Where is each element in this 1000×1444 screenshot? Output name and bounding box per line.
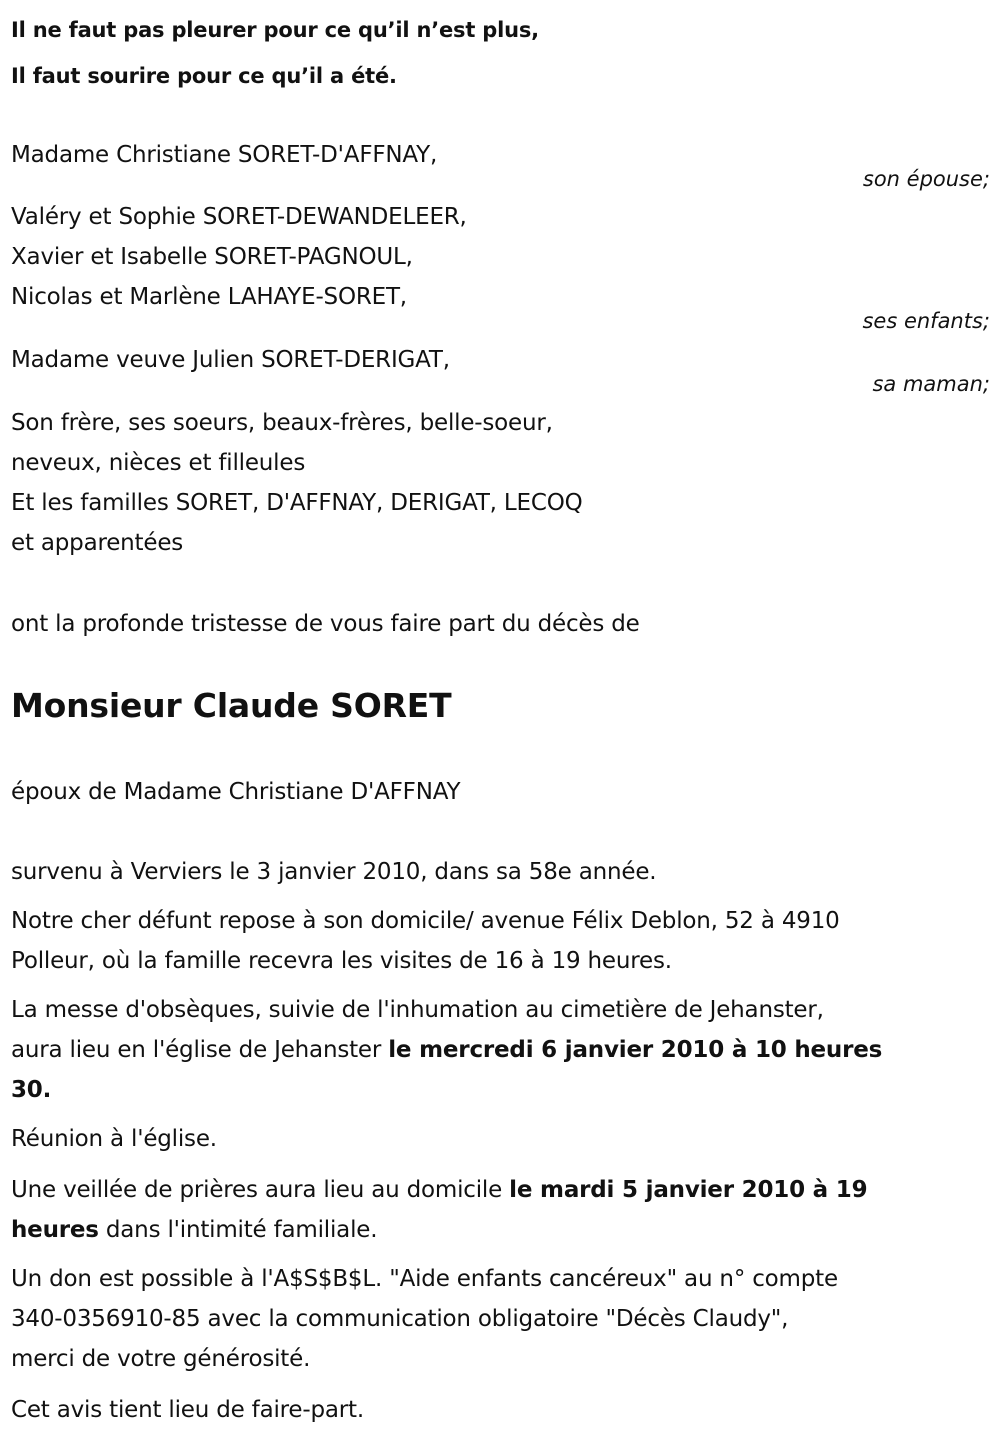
donation-info: Un don est possible à l'A$S$B$L. "Aide enfants cancéreux" au n° compte	[11, 1266, 838, 1292]
rest-info: Notre cher défunt repose à son domicile/ avenue Félix Deblon, 52 à 4910	[11, 908, 840, 934]
children-role: ses enfants;	[862, 309, 990, 333]
mass-date-end: 30.	[11, 1077, 52, 1103]
mass-info	[11, 1036, 882, 1064]
mother-name: Madame veuve Julien SORET-DERIGAT,	[11, 347, 450, 373]
quote-line: Il faut sourire pour ce qu’il a été.	[11, 64, 397, 88]
death-info: survenu à Verviers le 3 janvier 2010, dans sa 58e année.	[11, 859, 657, 885]
spouse-name: Madame Christiane SORET-D'AFFNAY,	[11, 142, 438, 168]
other-family: Son frère, ses soeurs, beaux-frères, belle-soeur,	[11, 410, 553, 436]
meeting-info: Réunion à l'église.	[11, 1126, 217, 1152]
announcement: ont la profonde tristesse de vous faire part du décès de	[11, 611, 640, 637]
vigil-date-end: heures	[11, 1217, 99, 1243]
other-family: Et les familles SORET, D'AFFNAY, DERIGAT, LECOQ	[11, 490, 583, 516]
quote-line: Il ne faut pas pleurer pour ce qu’il n’est plus,	[11, 18, 539, 42]
vigil-text: dans l'intimité familiale.	[98, 1217, 378, 1243]
child-name: Valéry et Sophie SORET-DEWANDELEER,	[11, 204, 467, 230]
donation-info: merci de votre générosité.	[11, 1346, 311, 1372]
vigil-date: le mardi 5 janvier 2010 à 19	[509, 1177, 868, 1203]
vigil-info	[11, 1176, 867, 1204]
rest-info: Polleur, où la famille recevra les visites de 16 à 19 heures.	[11, 948, 672, 974]
deceased-name: Monsieur Claude SORET	[11, 686, 452, 725]
mass-info: La messe d'obsèques, suivie de l'inhumation au cimetière de Jehanster,	[11, 997, 824, 1023]
vigil-text: Une veillée de prières aura lieu au domicile	[11, 1177, 510, 1203]
spouse-role: son épouse;	[862, 167, 990, 191]
donation-info: 340-0356910-85 avec la communication obligatoire "Décès Claudy",	[11, 1306, 789, 1332]
other-family: neveux, nièces et filleules	[11, 450, 306, 476]
mother-role: sa maman;	[872, 372, 990, 396]
closing-note: Cet avis tient lieu de faire-part.	[11, 1397, 364, 1423]
vigil-info	[11, 1216, 377, 1244]
mass-date: le mercredi 6 janvier 2010 à 10 heures	[388, 1037, 883, 1063]
child-name: Xavier et Isabelle SORET-PAGNOUL,	[11, 244, 413, 270]
mass-text: aura lieu en l'église de Jehanster	[11, 1037, 389, 1063]
other-family: et apparentées	[11, 530, 184, 556]
child-name: Nicolas et Marlène LAHAYE-SORET,	[11, 284, 407, 310]
spouse-of: époux de Madame Christiane D'AFFNAY	[11, 779, 461, 805]
